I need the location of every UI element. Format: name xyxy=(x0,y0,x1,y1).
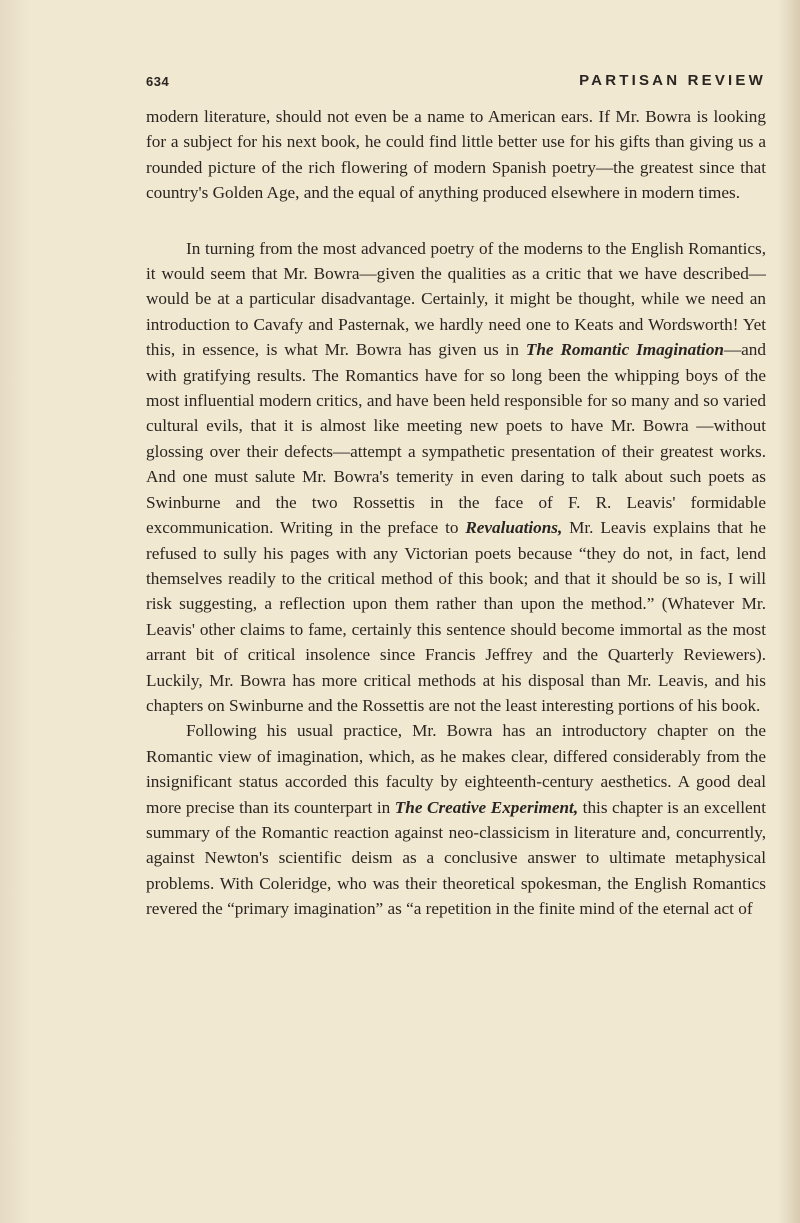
paragraph-2-text-b: —and with gratifying results. The Romantics have for so long been the whipping boys of the most influential modern critics, and have been held responsible for so many and so varied cultural evils, that it is almost like meeting new poets to have Mr. Bowra —without glossing over their defects—attempt a sympathetic presentation of their greatest works. And one must salute Mr. Bowra's temerity in even daring to talk about such poets as Swinburne and the two Rossettis in the face of F. R. Leavis' formidable excommunication. Writing in the preface to xyxy=(146,340,766,538)
page-number: 634 xyxy=(146,74,170,89)
paragraph-3-text-b: this chapter is an excellent summary of the Romantic reaction against neo-classicism in literature and, concurrently, against Newton's scientific deism as a conclusive answer to ultimate metaphysical problems. With Coleridge, who was their theoretical spokesman, the English Romantics revered the “primary imagination” as “a repetition in the finite mind of the eternal act of xyxy=(146,797,767,919)
book-title-revaluations: Revaluations, xyxy=(465,518,563,538)
paragraph-3-text-a: Following his usual practice, Mr. Bowra has an introductory chapter on the Romantic view of imagination, which, as he makes clear, differed considerably from the insignificant status accorded this faculty by eighteenth-century aesthetics. A good deal more precise than its counterpart in xyxy=(146,721,766,817)
body-text xyxy=(146,104,766,922)
paragraph-1: modern literature, should not even be a name to American ears. If Mr. Bowra is looking for a subject for his next book, he could find little better use for his gifts than giving us a rounded picture of the rich flowering of modern Spanish poetry—the greatest since that country's Golden Age, and the equal of anything produced elsewhere in modern times. xyxy=(146,107,766,203)
running-head: PARTISAN REVIEW xyxy=(579,72,766,89)
paragraph-3 xyxy=(146,718,766,921)
book-title-creative-experiment: The Creative Experiment, xyxy=(394,797,579,817)
book-title-romantic-imagination: The Romantic Imagination xyxy=(525,340,724,360)
paragraph-2-text-a: In turning from the most advanced poetry of the moderns to the English Romantics, it would seem that Mr. Bowra—given the qualities as a critic that we have described—would be at a particular disadvantage. Certainly, it might be thought, while we need an introduction to Cavafy and Pasternak, we hardly need one to Keats and Wordsworth! Yet this, in essence, is what Mr. Bowra has given us in xyxy=(146,238,766,360)
paragraph-2 xyxy=(146,236,766,719)
page-header xyxy=(146,70,766,94)
paragraph-2-text-c: Mr. Leavis explains that he refused to sully his pages with any Victorian poets because “they do not, in fact, lend themselves readily to the critical method of this book; and that it should be so is, I will risk suggesting, a reflection upon them rather than upon the method.” (Whatever Mr. Leavis' other claims to fame, certainly this sentence should become immortal as the most arrant bit of critical insolence since Francis Jeffrey and the Quarterly Reviewers). Luckily, Mr. Bowra has more critical methods at his disposal than Mr. Leavis, and his chapters on Swinburne and the Rossettis are not the least interesting portions of his book. xyxy=(146,518,766,715)
